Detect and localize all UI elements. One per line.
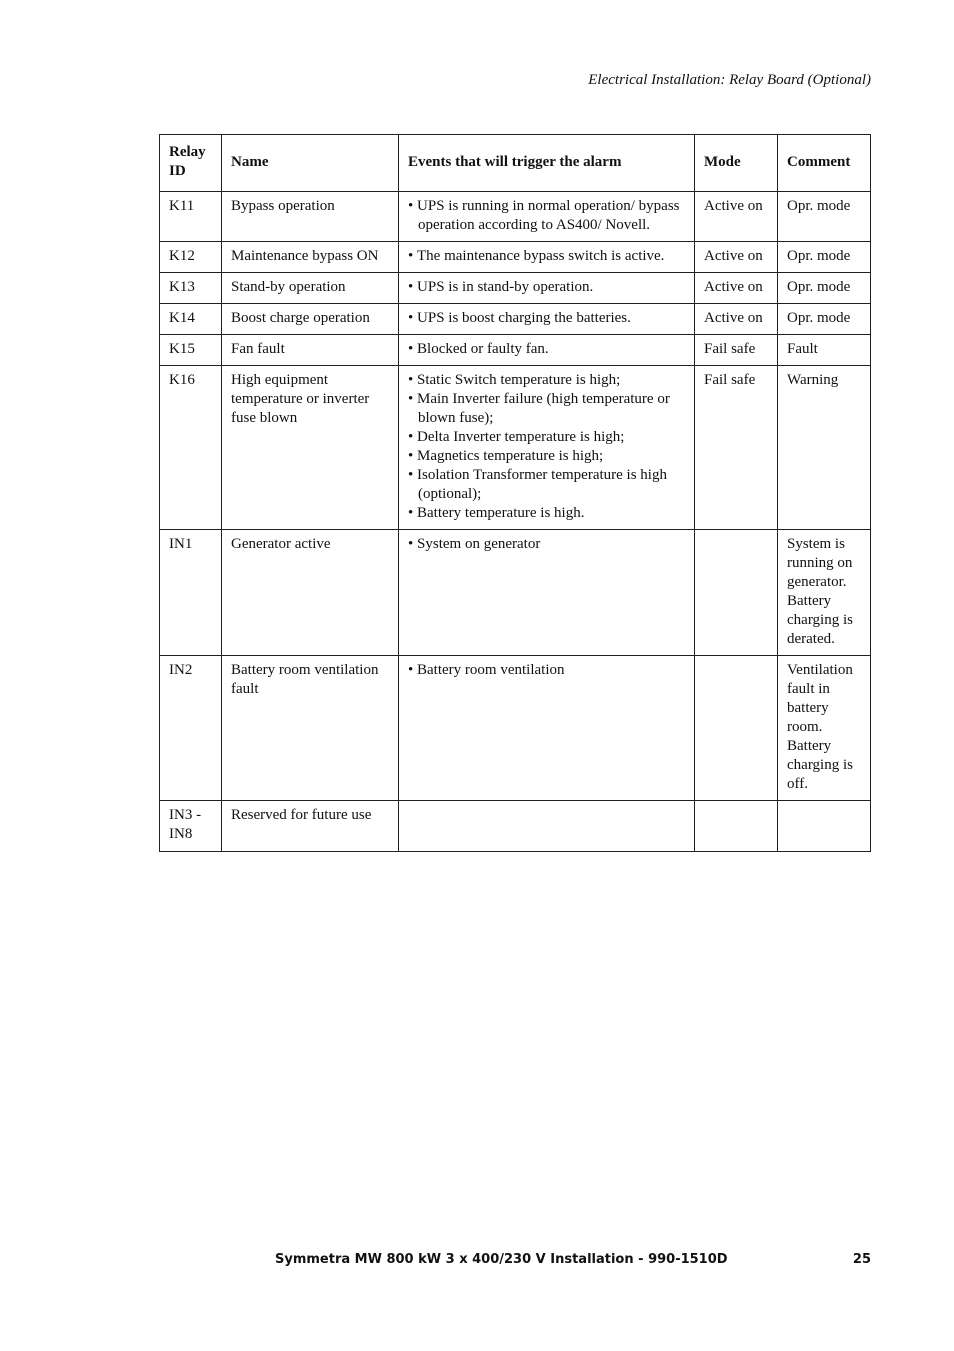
column-header-events: Events that will trigger the alarm: [399, 135, 695, 192]
relay-name-cell: High equipment temperature or inverter fuse blown: [222, 366, 399, 530]
table-row: [160, 273, 871, 304]
events-list: [408, 535, 685, 554]
events-list: [408, 247, 685, 266]
mode-cell: [695, 656, 778, 801]
events-cell: [399, 801, 695, 852]
events-cell: [399, 192, 695, 242]
events-cell: [399, 530, 695, 656]
column-header-name: Name: [222, 135, 399, 192]
relay-name-cell: Maintenance bypass ON: [222, 242, 399, 273]
column-header-relay-id: Relay ID: [160, 135, 222, 192]
events-list: [408, 371, 685, 523]
relay-id-cell: K13: [160, 273, 222, 304]
event-item: • Delta Inverter temperature is high;: [408, 428, 685, 447]
events-cell: [399, 366, 695, 530]
table-row: [160, 366, 871, 530]
comment-cell: Opr. mode: [778, 242, 871, 273]
table-row: [160, 335, 871, 366]
event-item: • Isolation Transformer temperature is high (optional);: [408, 466, 685, 504]
relay-id-cell: K16: [160, 366, 222, 530]
event-item: • UPS is in stand-by operation.: [408, 278, 685, 297]
table-row: [160, 656, 871, 801]
table-header-row: [160, 135, 871, 192]
page-number: 25: [852, 1252, 871, 1267]
events-cell: [399, 273, 695, 304]
column-header-comment: Comment: [778, 135, 871, 192]
comment-cell: Opr. mode: [778, 304, 871, 335]
events-list: [408, 278, 685, 297]
events-list: [408, 661, 685, 680]
comment-cell: Opr. mode: [778, 192, 871, 242]
relay-id-cell: K11: [160, 192, 222, 242]
relay-table: [159, 134, 871, 852]
relay-id-cell: K15: [160, 335, 222, 366]
mode-cell: Fail safe: [695, 366, 778, 530]
event-item: • Blocked or faulty fan.: [408, 340, 685, 359]
relay-name-cell: Bypass operation: [222, 192, 399, 242]
comment-cell: Warning: [778, 366, 871, 530]
relay-id-cell: IN3 - IN8: [160, 801, 222, 852]
table-row: [160, 530, 871, 656]
event-item: • Static Switch temperature is high;: [408, 371, 685, 390]
table-row: [160, 242, 871, 273]
event-item: • The maintenance bypass switch is active.: [408, 247, 685, 266]
mode-cell: [695, 801, 778, 852]
table-row: [160, 801, 871, 852]
events-cell: [399, 656, 695, 801]
relay-name-cell: Reserved for future use: [222, 801, 399, 852]
event-item: • System on generator: [408, 535, 685, 554]
relay-id-cell: K14: [160, 304, 222, 335]
comment-cell: Fault: [778, 335, 871, 366]
events-list: [408, 197, 685, 235]
mode-cell: Active on: [695, 242, 778, 273]
relay-name-cell: Stand-by operation: [222, 273, 399, 304]
comment-cell: [778, 801, 871, 852]
relay-id-cell: IN2: [160, 656, 222, 801]
event-item: • Battery room ventilation: [408, 661, 685, 680]
mode-cell: Active on: [695, 192, 778, 242]
event-item: • Main Inverter failure (high temperature or blown fuse);: [408, 390, 685, 428]
event-item: • UPS is running in normal operation/ bypass operation according to AS400/ Novell.: [408, 197, 685, 235]
events-cell: [399, 242, 695, 273]
column-header-mode: Mode: [695, 135, 778, 192]
relay-name-cell: Battery room ventilation fault: [222, 656, 399, 801]
mode-cell: Active on: [695, 304, 778, 335]
events-list: [408, 340, 685, 359]
table-row: [160, 192, 871, 242]
comment-cell: Opr. mode: [778, 273, 871, 304]
relay-id-cell: K12: [160, 242, 222, 273]
events-cell: [399, 335, 695, 366]
relay-name-cell: Boost charge operation: [222, 304, 399, 335]
event-item: • UPS is boost charging the batteries.: [408, 309, 685, 328]
event-item: • Magnetics temperature is high;: [408, 447, 685, 466]
mode-cell: Active on: [695, 273, 778, 304]
mode-cell: Fail safe: [695, 335, 778, 366]
mode-cell: [695, 530, 778, 656]
running-header: Electrical Installation: Relay Board (Optional): [588, 72, 871, 88]
relay-name-cell: Generator active: [222, 530, 399, 656]
footer-document-title: Symmetra MW 800 kW 3 x 400/230 V Installation - 990-1510D: [275, 1252, 728, 1267]
comment-cell: Ventilation fault in battery room. Battery charging is off.: [778, 656, 871, 801]
event-item: • Battery temperature is high.: [408, 504, 685, 523]
table-row: [160, 304, 871, 335]
comment-cell: System is running on generator. Battery charging is derated.: [778, 530, 871, 656]
events-list: [408, 309, 685, 328]
relay-id-cell: IN1: [160, 530, 222, 656]
events-cell: [399, 304, 695, 335]
relay-name-cell: Fan fault: [222, 335, 399, 366]
